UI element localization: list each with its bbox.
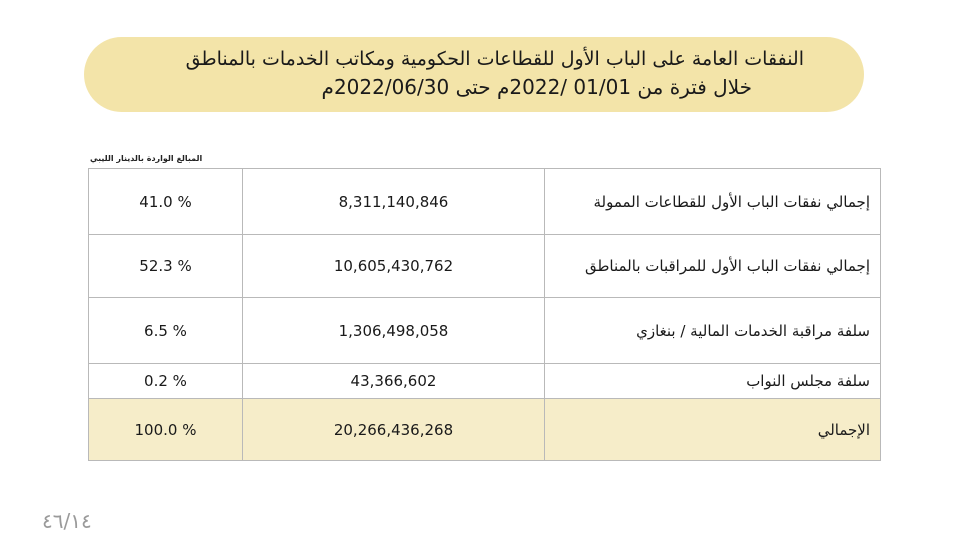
row-label: إجمالي نفقات الباب الأول للقطاعات الممولة: [544, 169, 880, 235]
row-amount: 10,605,430,762: [243, 235, 545, 298]
row-percent: 0.2 %: [89, 364, 243, 399]
table-row: [89, 235, 881, 298]
page-title: النفقات العامة على الباب الأول للقطاعات الحكومية ومكاتب الخدمات بالمناطق: [185, 48, 804, 70]
currency-unit-note: المبالغ الواردة بالدينار الليبي: [90, 154, 203, 163]
period-subtitle: خلال فترة من 01/01 /2022م حتى 2022/06/30م: [321, 75, 752, 99]
row-label: سلفة مراقبة الخدمات المالية / بنغازي: [544, 298, 880, 364]
row-amount: 43,366,602: [243, 364, 545, 399]
total-amount: 20,266,436,268: [243, 399, 545, 461]
title-banner: [84, 37, 864, 112]
expenditure-table: [88, 168, 881, 461]
row-amount: 8,311,140,846: [243, 169, 545, 235]
row-label: إجمالي نفقات الباب الأول للمراقبات بالمناطق: [544, 235, 880, 298]
table-row: [89, 364, 881, 399]
row-percent: 41.0 %: [89, 169, 243, 235]
page-number: ٤٦/١٤: [42, 509, 92, 533]
table-row: [89, 298, 881, 364]
row-percent: 52.3 %: [89, 235, 243, 298]
table-row: [89, 169, 881, 235]
total-row: [89, 399, 881, 461]
total-percent: 100.0 %: [89, 399, 243, 461]
total-label: الإجمالي: [544, 399, 880, 461]
row-percent: 6.5 %: [89, 298, 243, 364]
row-amount: 1,306,498,058: [243, 298, 545, 364]
row-label: سلفة مجلس النواب: [544, 364, 880, 399]
